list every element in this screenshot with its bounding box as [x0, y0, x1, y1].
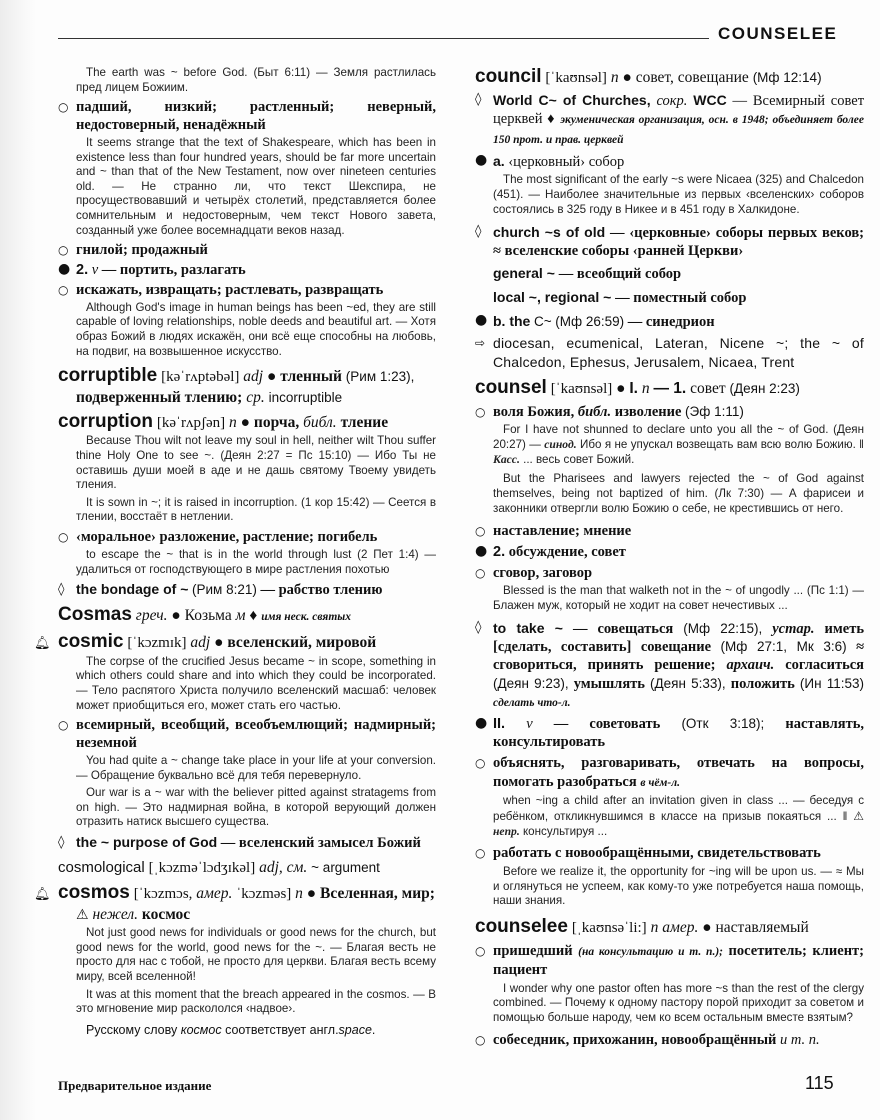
sense: ○ собеседник, прихожанин, новообращённый и т. п.: [475, 1032, 820, 1049]
open-circle-icon: ○: [58, 718, 69, 733]
open-circle-icon: ○: [58, 243, 69, 258]
sense: ○ объяснять, разговаривать, отвечать на вопросы, помогать разобраться в чём-л.: [475, 755, 864, 790]
sense: ○ искажать, извращать; растлевать, развращать: [58, 281, 384, 298]
entry-corruption: corruption [kəˈrʌpʃən] n ● порча, библ. тление: [58, 411, 389, 433]
running-head: COUNSELEE: [718, 24, 838, 43]
example: The corpse of the crucified Jesus became ~ in scope, something in which others could share and into which they could be incorporated. — Тело распятого Христа получило вселенский масшаб: человек может приобщиться его, может стать его частью.: [76, 654, 436, 712]
filled-bullet-icon: ●: [475, 542, 488, 559]
entry-corruptible: corruptible [kəˈrʌptəbəl] adj ● тленный (Рим 1:23), подверженный тлению; ср. incorruptible: [58, 365, 415, 406]
sense: ● a. ‹церковный› собор: [475, 151, 625, 170]
entry-cosmological: cosmological [ˌkɔzməˈlɔdʒɪkəl] adj, см. ~ argument: [58, 858, 380, 876]
arrow-right-icon: ⇨: [475, 335, 486, 350]
example: The most significant of the early ~s were Nicaea (325) and Chalcedon (451). — Наиболее значительные из первых ‹вселенских› соборов состоялись в 325 году в Никее и в 451 году в Халкидоне.: [493, 173, 864, 216]
filled-bullet-icon: ●: [214, 634, 224, 652]
example: I wonder why one pastor often has more ~s than the rest of the clergy combined. — Почему к одному пастору порой приходит за советом и помощью больше народу, чем ко всем остальным вместе взятым?: [493, 981, 864, 1025]
phrase: general ~ — всеобщий собор: [493, 265, 682, 283]
cross-reference[interactable]: incorruptible: [268, 389, 343, 405]
open-circle-icon: ○: [475, 1033, 486, 1048]
example: Before we realize it, the opportunity for ~ing will be upon us. — ≈ Мы и оглянуться не успеем, как кому-то уже потребуется наша помощь, наши знания.: [493, 864, 864, 908]
open-circle-icon: ○: [475, 404, 486, 419]
example: Although God's image in human beings has been ~ed, they are still capable of loving relationships, noble deeds and beautiful art. — Хотя образ Божий в людях искажён, они всё еще способны на любовь, на подвиг, на возвышенное искусство.: [76, 300, 436, 358]
diamond-icon: ◊: [58, 835, 65, 850]
open-circle-icon: ○: [58, 282, 69, 297]
diamond-bullet-icon: ♦: [249, 607, 258, 625]
phrase: ◊ World C~ of Churches, сокр. WCC — Всемирный совет церквей ♦ экуменическая организация, осн. в 1948; объединяет более 150 прот. и прав. церквей: [475, 92, 865, 146]
filled-bullet-icon: ●: [58, 261, 71, 278]
sense: ○ падший, низкий; растленный; неверный, недостоверный, ненадёжный: [58, 99, 436, 134]
sense: ● II. v — советовать (Отк 3:18); наставлять, консультировать: [475, 714, 865, 751]
entry-council: council [ˈkaʊnsəl] n ● совет, совещание (Мф 12:14): [475, 65, 822, 87]
footer-edition-note: Предварительное издание: [58, 1078, 212, 1093]
diamond-icon: ◊: [475, 619, 482, 635]
phrase: ◊ the bondage of ~ (Рим 8:21) — рабство тлению: [58, 581, 383, 599]
sense: ● 2. обсуждение, совет: [475, 542, 626, 560]
open-circle-icon: ○: [475, 523, 486, 538]
phrase: ◊ to take ~ — совещаться (Мф 22:15), устар. иметь [сделать, составить] совещание (Мф 27:1, Мк 3:6) ≈ сговориться, принять решение; архаич. согласиться (Деян 9:23), умышлять (Деян 5:33), положить (Ин 11:53) сделать что-л.: [475, 619, 865, 709]
page-gutter-shadow: [0, 0, 36, 1120]
filled-bullet-icon: ●: [616, 380, 626, 398]
see-also: ⇨ diocesan, ecumenical, Lateran, Nicene ~; the ~ of Chalcedon, Ephesus, Jerusalem, Nicaea, Trent: [475, 334, 864, 370]
open-circle-icon: ○: [58, 530, 69, 545]
page-number: 115: [805, 1073, 834, 1093]
sense: ● b. the C~ (Мф 26:59) — синедрион: [475, 311, 715, 330]
example: It was at this moment that the breach appeared in the cosmos. — В это мгновение мир раскололся ‹надвое›.: [76, 987, 436, 1016]
left-column: [34, 66, 436, 1056]
cross-reference[interactable]: ~ argument: [311, 859, 380, 875]
example: Because Thou wilt not leave my soul in hell, neither wilt Thou suffer thine Holy One to see ~. (Деян 2:27 = Пс 15:10) — Ибо Ты не оставишь души моей в аде и не дашь святому Твоему увидеть тления.: [76, 434, 436, 492]
example: You had quite a ~ change take place in your life at your conversion. — Обращение буквально всё для тебя перевернуло.: [76, 754, 436, 782]
sense: ○ ‹моральное› разложение, растление; погибель: [58, 529, 378, 546]
example: The earth was ~ before God. (Быт 6:11) — Земля растлилась пред лицем Божиим.: [76, 66, 436, 94]
diamond-icon: ◊: [475, 223, 482, 239]
sense: ○ воля Божия, библ. изволение (Эф 1:11): [475, 403, 744, 420]
warning-triangle-icon: ⚠: [853, 808, 864, 823]
phrase: ◊ the ~ purpose of God — вселенский замысел Божий: [58, 834, 421, 851]
entry-cosmic: 🔔︎ cosmic [ˈkɔzmɪk] adj ● вселенский, мировой: [34, 631, 377, 653]
diamond-icon: ◊: [475, 92, 482, 108]
filled-bullet-icon: ●: [475, 311, 488, 328]
diamond-bullet-icon: ♦: [547, 111, 556, 128]
open-circle-icon: ○: [475, 756, 486, 771]
filled-bullet-icon: ●: [266, 368, 277, 386]
open-circle-icon: ○: [58, 100, 69, 115]
filled-bullet-icon: ●: [171, 607, 181, 625]
filled-bullet-icon: ●: [475, 714, 488, 731]
filled-bullet-icon: ●: [622, 68, 632, 86]
headword: corruptible: [58, 365, 158, 387]
warning-triangle-icon: ⚠: [76, 906, 89, 923]
sense: ○ сговор, заговор: [475, 564, 593, 581]
entry-counselee: counselee [ˌkaʊnsəˈli:] n амер. ● наставляемый: [475, 916, 809, 938]
open-circle-icon: ○: [475, 944, 486, 959]
filled-bullet-icon: ●: [702, 919, 712, 937]
sense: ○ гнилой; продажный: [58, 242, 208, 259]
phrase: local ~, regional ~ — поместный собор: [493, 289, 747, 307]
diamond-icon: ◊: [58, 582, 65, 598]
example: It seems strange that the text of Shakespeare, which has been in existence less than four hundred years, should be far more uncertain and ~ than that of the New Testament, now over nineteen centuries old. — Не странно ли, что текст Шекспира, не просуществовавший и четырёх столетий, представляется более сомнительным и недостоверным, чем текст Нового завета, созданный уже более восемнадцати веков назад.: [76, 136, 436, 237]
right-column: [475, 62, 864, 1056]
bell-icon: 🔔︎: [34, 887, 51, 903]
sense: ● 2. v — портить, разлагать: [58, 261, 246, 279]
filled-bullet-icon: ●: [475, 151, 488, 168]
example: Not just good news for individuals or good news for the church, but good news for the world, good news for the ~. — Благая весть не просто для нас с тобой, не просто для церкви. Благая весть всему миру, всей вселенной!: [76, 926, 436, 983]
pronunciation: [kəˈrʌptəbəl]: [161, 369, 240, 386]
sense: ○ всемирный, всеобщий, всеобъемлющий; надмирный; неземной: [58, 717, 436, 752]
header-rule: [58, 38, 709, 39]
example: when ~ing a child after an invitation given in class ... — беседуя с ребёнком, откликнувшимся в классе на призыв покаяться ... ‖ ⚠ непр. консультируя ...: [493, 793, 864, 838]
bell-icon: 🔔︎: [34, 636, 51, 652]
example: But the Pharisees and lawyers rejected the ~ of God against themselves, being not baptized of him. (Лк 7:30) — А фарисеи и законники отвергли волю Божию о себе, не крестившись от него.: [493, 471, 864, 515]
example: Blessed is the man that walketh not in the ~ of ungodly ... (Пс 1:1) — Блажен муж, который не ходит на совет нечестивых ...: [493, 584, 864, 613]
example: It is sown in ~; it is raised in incorruption. (1 кор 15:42) — Сеется в тлении, восстаёт в нетлении.: [76, 495, 436, 524]
open-circle-icon: ○: [475, 565, 486, 580]
entry-cosmos: 🔔︎ cosmos [ˈkɔzmɔs, амер. ˈkɔzməs] n ● Вселенная, мир; ⚠ нежел. космос: [34, 882, 435, 923]
sense: ○ наставление; мнение: [475, 522, 632, 539]
filled-bullet-icon: ●: [240, 414, 251, 432]
entry-counsel: counsel [ˈkaʊnsəl] ● I. n — 1. совет (Деян 2:23): [475, 377, 800, 399]
example: For I have not shunned to declare unto you all the ~ of God. (Деян 20:27) — синод. Ибо я не упускал возвещать вам всю волю Божию. ‖ Касс. ... весь совет Божий.: [493, 423, 864, 466]
example: to escape the ~ that is in the world through lust (2 Пет 1:4) — удалиться от господствующего в мире растления похотью: [76, 547, 436, 576]
phrase: ◊ church ~s of old — ‹церковные› соборы первых веков; ≈ вселенские соборы ‹ранней Церкви›: [475, 223, 865, 259]
sense: ○ работать с новообращёнными, свидетельствовать: [475, 845, 821, 862]
filled-bullet-icon: ●: [306, 885, 317, 903]
entry-cosmas: Cosmas греч. ● Козьма м ♦ имя неск. святых: [58, 604, 352, 626]
sense: ○ пришедший (на консультацию и т. п.); посетитель; клиент; пациент: [475, 943, 865, 979]
usage-note: Русскому слову космос соответствует англ.space.: [86, 1022, 376, 1037]
open-circle-icon: ○: [475, 846, 486, 861]
example: Our war is a ~ war with the believer pitted against stratagems from on high. — Это надмирная война, в которой верующий должен отразить натиск высшего существа.: [76, 786, 436, 829]
headword: corruption: [58, 411, 153, 433]
